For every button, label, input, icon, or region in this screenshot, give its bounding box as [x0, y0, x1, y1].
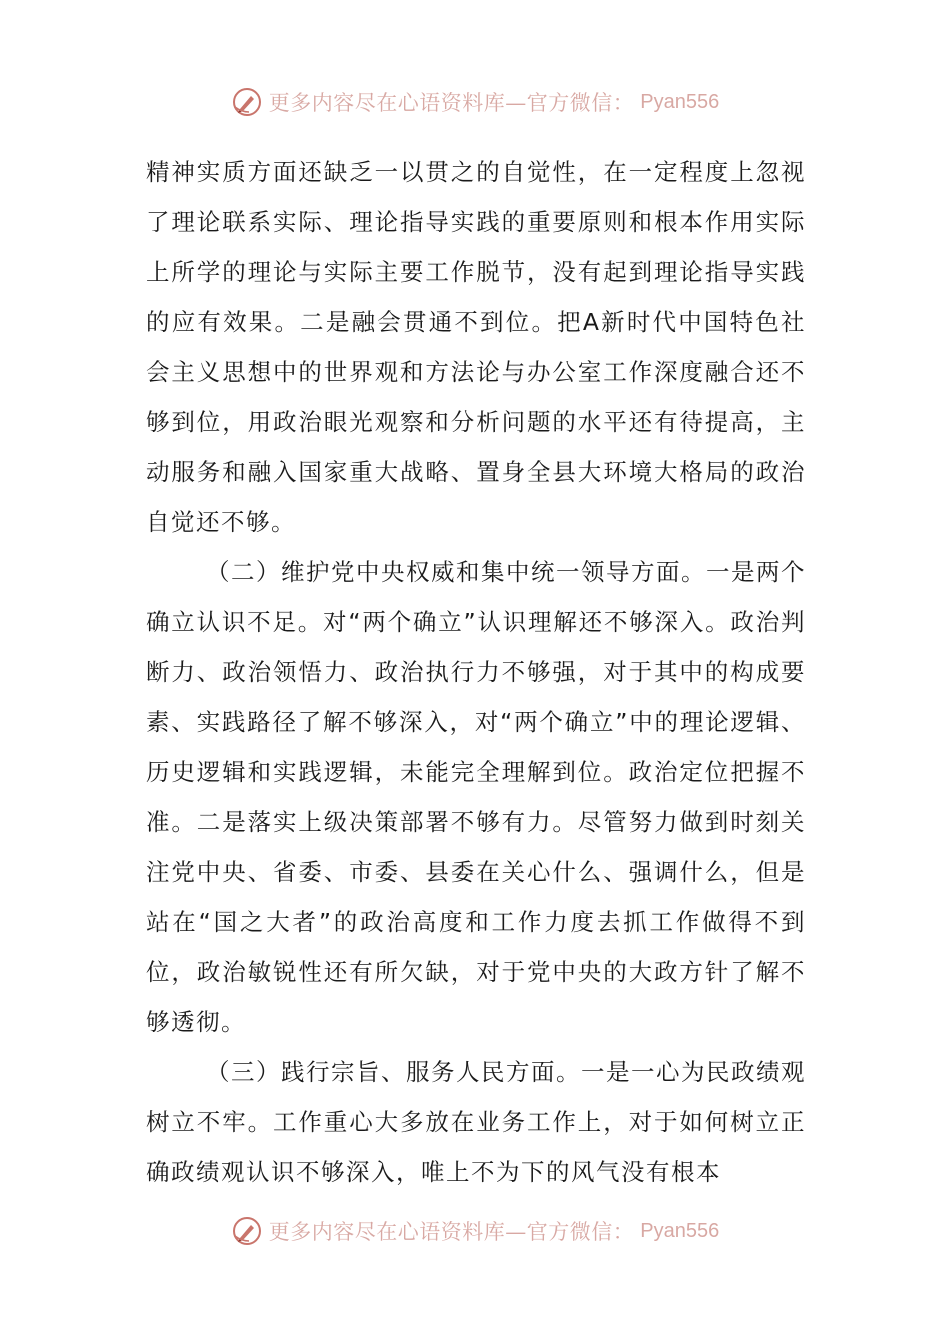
pen-logo-icon — [231, 86, 263, 118]
paragraph-1: 精神实质方面还缺乏一以贯之的自觉性，在一定程度上忽视了理论联系实际、理论指导实践的重要原则和根本作用实际上所学的理论与实际主要工作脱节，没有起到理论指导实践的应有效果。二是融会贯通不到位。把A新时代中国特色社会主义思想中的世界观和方法论与办公室工作深度融合还不够到位，用政治眼光观察和分析问题的水平还有待提高，主动服务和融入国家重大战略、置身全县大环境大格局的政治自觉还不够。 — [146, 158, 806, 536]
document-body — [146, 147, 806, 1197]
header-banner-text: 更多内容尽在心语资料库—官方微信： — [268, 91, 635, 115]
footer-watermark-banner — [0, 1211, 950, 1251]
paragraph-2: （二）维护党中央权威和集中统一领导方面。一是两个确立认识不足。对“两个确立”认识理解还不够深入。政治判断力、政治领悟力、政治执行力不够强，对于其中的构成要素、实践路径了解不够深入，对“两个确立”中的理论逻辑、历史逻辑和实践逻辑，未能完全理解到位。政治定位把握不准。二是落实上级决策部署不够有力。尽管努力做到时刻关注党中央、省委、市委、县委在关心什么、强调什么，但是站在“国之大者”的政治高度和工作力度去抓工作做得不到位，政治敏锐性还有所欠缺，对于党中央的大政方针了解不够透彻。 — [146, 558, 806, 1036]
paragraph-3: （三）践行宗旨、服务人民方面。一是一心为民政绩观树立不牢。工作重心大多放在业务工作上，对于如何树立正确政绩观认识不够深入，唯上不为下的风气没有根本 — [146, 1058, 806, 1186]
footer-banner-text: 更多内容尽在心语资料库—官方微信： — [268, 1220, 635, 1244]
header-watermark-banner — [0, 82, 950, 122]
header-banner-wechat-id: Pyan556 — [640, 90, 720, 113]
pen-logo-icon — [231, 1215, 263, 1247]
footer-banner-wechat-id: Pyan556 — [640, 1219, 720, 1242]
